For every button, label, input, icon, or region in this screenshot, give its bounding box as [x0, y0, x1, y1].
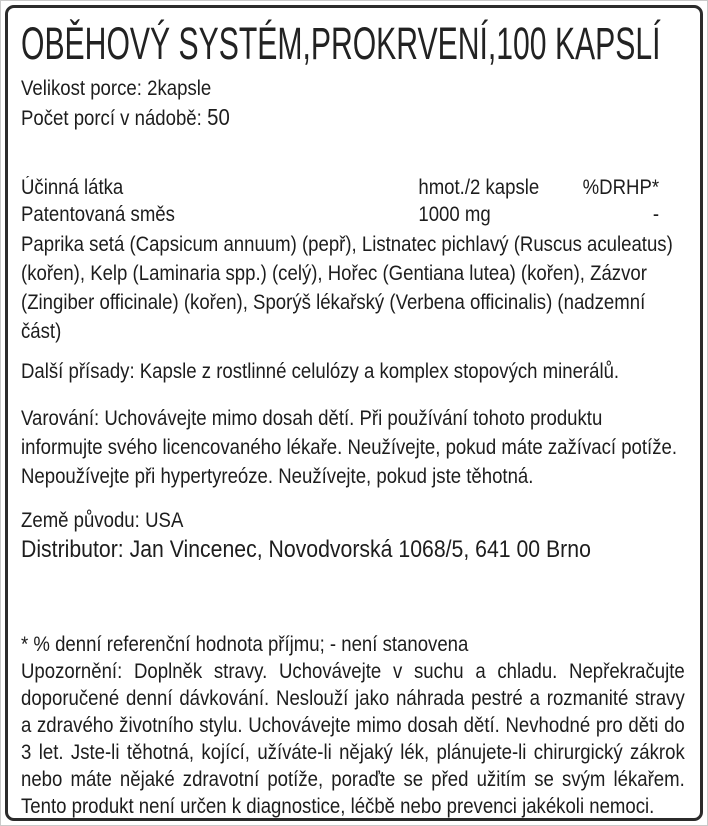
serving-size-value: 2kapsle: [147, 77, 212, 100]
footnote-block: [21, 631, 687, 820]
table-row-proprietary-blend: [21, 201, 685, 228]
other-ingredients-line: Další přísady: Kapsle z rostlinné celulózy a komplex stopových minerálů.: [21, 360, 620, 383]
serving-size-line: [21, 75, 685, 103]
label-border-sheet: [5, 5, 703, 821]
serving-size-label: Velikost porce:: [21, 77, 142, 100]
column-drhp: %DRHP*: [582, 176, 660, 199]
blend-name: Patentovaná směs: [21, 203, 175, 226]
ingredients-paragraph: Paprika setá (Capsicum annuum) (pepř), Listnatec pichlavý (Ruscus aculeatus) (kořen), Kelp (Laminaria spp.) (celý), Hořec (Gentiana lutea) (kořen), Zázvor (Zingiber officinale) (kořen), Sporýš lékařský (Verbena officinalis) (nadzemní část): [21, 233, 673, 343]
label-title: OBĚHOVÝ SYSTÉM,PROKRVENÍ,100 KAPSLÍ: [21, 18, 661, 69]
blend-amount: 1000 mg: [418, 203, 491, 226]
column-active-ingredient: Účinná látka: [21, 176, 124, 199]
servings-count-label: Počet porcí v nádobě:: [21, 107, 202, 130]
servings-count-line: [21, 103, 685, 133]
nutrition-table-header: [21, 174, 685, 201]
column-amount-per-serving: hmot./2 kapsle: [418, 176, 540, 199]
footnote-line: * % denní referenční hodnota příjmu; - není stanovena: [21, 633, 469, 656]
servings-count-value: 50: [207, 104, 230, 130]
blend-drhp: -: [652, 203, 660, 226]
origin-label: Země původu:: [21, 509, 140, 532]
notice-paragraph: Upozornění: Doplněk stravy. Uchovávejte v suchu a chladu. Nepřekračujte doporučené denní dávkování. Neslouží jako náhrada pestré a rozmanité stravy a zdravého životního stylu. Uchovávejte mimo dosah dětí. Nevhodné pro děti do 3 let. Jste-li těhotná, kojící, užíváte-li nějaký lék, plánujete-li chirurgický zákrok nebo máte nějaké zdravotní potíže, poraďte se před užitím se svým lékařem. Tento produkt není určen k diagnostice, léčbě nebo prevenci jakékoli nemoci.: [21, 660, 685, 818]
nutrition-table: [21, 174, 685, 228]
origin-line: [21, 508, 685, 534]
origin-value: USA: [145, 509, 184, 532]
distributor-line: Distributor: Jan Vincenec, Novodvorská 1068/5, 641 00 Brno: [21, 536, 591, 563]
warning-paragraph: Varování: Uchovávejte mimo dosah dětí. Při používání tohoto produktu informujte svého licencovaného lékaře. Neužívejte, pokud máte zažívací potíže. Nepoužívejte při hypertyreóze. Neužívejte, pokud jste těhotná.: [21, 407, 677, 488]
